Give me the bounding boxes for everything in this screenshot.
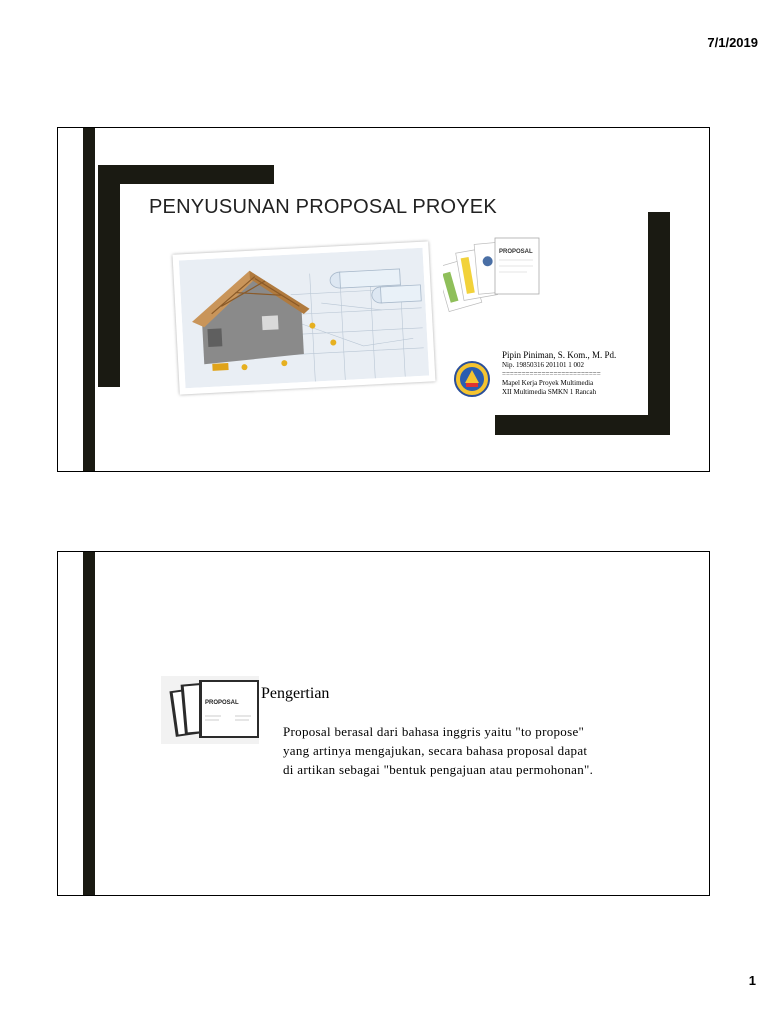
- body-line: Proposal berasal dari bahasa inggris yaitu "to propose": [283, 724, 585, 739]
- slide-1: [57, 127, 710, 472]
- author-name: Pipin Piniman, S. Kom., M. Pd.: [502, 350, 617, 360]
- author-separator: =========================: [502, 370, 601, 378]
- proposal-folders-image: [161, 676, 259, 744]
- docs-label: PROPOSAL: [499, 249, 533, 255]
- top-left-bracket-v: [98, 165, 120, 387]
- section-heading: Pengertian: [261, 685, 330, 702]
- construction-photo: [173, 241, 436, 394]
- construction-illustration: [179, 248, 429, 389]
- slide-2: [57, 551, 710, 896]
- section-body: [283, 722, 663, 779]
- slide-left-bar: [83, 128, 95, 471]
- bottom-right-bracket-v: [648, 212, 670, 435]
- top-left-bracket-h: [98, 165, 274, 184]
- author-class: XII Multimedia SMKN 1 Rancah: [502, 388, 597, 396]
- page-date: 7/1/2019: [707, 35, 758, 50]
- slide-title: PENYUSUNAN PROPOSAL PROYEK: [149, 196, 497, 218]
- slide-left-bar: [83, 552, 95, 895]
- author-subject: Mapel Kerja Proyek Multimedia: [502, 379, 594, 387]
- author-nip: Nip. 19850316 201101 1 002: [502, 361, 584, 369]
- school-logo: [454, 361, 490, 397]
- thumb-label: PROPOSAL: [205, 700, 239, 706]
- page-number: 1: [748, 973, 756, 988]
- body-line: di artikan sebagai "bentuk pengajuan atau permohonan".: [283, 762, 594, 777]
- proposal-documents-image: [443, 236, 543, 316]
- body-line: yang artinya mengajukan, secara bahasa proposal dapat: [283, 743, 588, 758]
- author-info: [502, 350, 616, 397]
- bottom-right-bracket-h: [495, 415, 670, 435]
